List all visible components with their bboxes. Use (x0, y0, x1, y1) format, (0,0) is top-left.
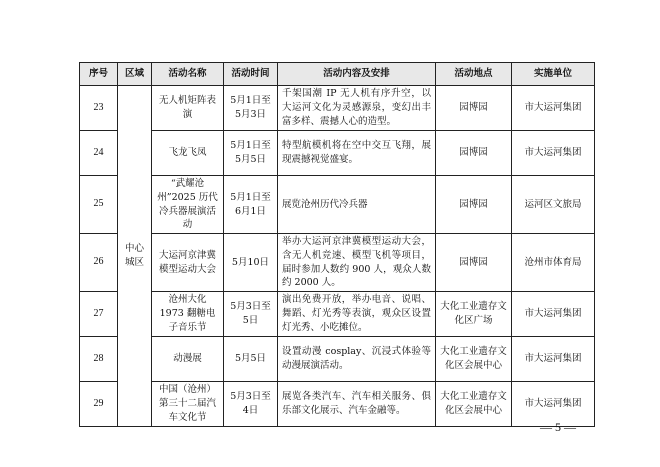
table-row (80, 176, 595, 234)
cell-time: 5月1日至5月3日 (224, 86, 278, 131)
cell-region: 中心城区 (118, 86, 152, 427)
cell-name: 飞龙飞凤 (152, 131, 224, 176)
cell-index: 29 (80, 382, 118, 427)
header-venue: 活动地点 (436, 63, 512, 86)
cell-time: 5月1日至6月1日 (224, 176, 278, 234)
cell-name: “武耀沧州”2025 历代冷兵器展演活动 (152, 176, 224, 234)
cell-time: 5月10日 (224, 234, 278, 292)
table-row (80, 337, 595, 382)
cell-name: 中国（沧州）第三十二届汽车文化节 (152, 382, 224, 427)
table-row (80, 292, 595, 337)
cell-venue: 园博园 (436, 86, 512, 131)
cell-venue: 园博园 (436, 234, 512, 292)
cell-content: 举办大运河京津冀模型运动大会，含无人机竞速、模型飞机等项目，届时参加人数约 900 人，观众人数约 2000 人。 (278, 234, 436, 292)
cell-org: 市大运河集团 (512, 382, 595, 427)
cell-org: 市大运河集团 (512, 131, 595, 176)
header-index: 序号 (80, 63, 118, 86)
cell-name: 动漫展 (152, 337, 224, 382)
header-region: 区域 (118, 63, 152, 86)
table-row (80, 131, 595, 176)
cell-name: 无人机矩阵表演 (152, 86, 224, 131)
cell-index: 26 (80, 234, 118, 292)
page-number: — 5 — (540, 420, 576, 434)
header-org: 实施单位 (512, 63, 595, 86)
cell-org: 市大运河集团 (512, 292, 595, 337)
cell-content: 千架国潮 IP 无人机有序升空，以大运河文化为灵感源泉，变幻出丰富多样、震撼人心的造型。 (278, 86, 436, 131)
table-row (80, 86, 595, 131)
cell-org: 沧州市体育局 (512, 234, 595, 292)
cell-content: 展览各类汽车、汽车相关服务、俱乐部文化展示、汽车金融等。 (278, 382, 436, 427)
events-table (79, 62, 595, 427)
cell-content: 展览沧州历代冷兵器 (278, 176, 436, 234)
cell-content: 特型航模机将在空中交互飞翔，展现震撼视觉盛宴。 (278, 131, 436, 176)
cell-content: 演出免费开放，举办电音、说唱、舞蹈、灯光秀等表演，观众区设置灯光秀、小吃摊位。 (278, 292, 436, 337)
cell-org: 市大运河集团 (512, 86, 595, 131)
cell-index: 27 (80, 292, 118, 337)
cell-time: 5月5日 (224, 337, 278, 382)
cell-venue: 大化工业遗存文化区广场 (436, 292, 512, 337)
table-row (80, 382, 595, 427)
cell-index: 24 (80, 131, 118, 176)
cell-index: 25 (80, 176, 118, 234)
header-row (80, 63, 595, 86)
cell-index: 23 (80, 86, 118, 131)
cell-venue: 大化工业遗存文化区会展中心 (436, 382, 512, 427)
cell-org: 运河区文旅局 (512, 176, 595, 234)
cell-time: 5月3日至5日 (224, 292, 278, 337)
header-content: 活动内容及安排 (278, 63, 436, 86)
cell-name: 沧州大化 1973 翻糖电子音乐节 (152, 292, 224, 337)
cell-venue: 大化工业遗存文化区会展中心 (436, 337, 512, 382)
cell-venue: 园博园 (436, 131, 512, 176)
header-time: 活动时间 (224, 63, 278, 86)
cell-time: 5月3日至4日 (224, 382, 278, 427)
cell-venue: 园博园 (436, 176, 512, 234)
cell-content: 设置动漫 cosplay、沉浸式体验等动漫展演活动。 (278, 337, 436, 382)
cell-org: 市大运河集团 (512, 337, 595, 382)
header-name: 活动名称 (152, 63, 224, 86)
cell-index: 28 (80, 337, 118, 382)
table-row (80, 234, 595, 292)
cell-time: 5月1日至5月5日 (224, 131, 278, 176)
cell-name: 大运河京津冀模型运动大会 (152, 234, 224, 292)
